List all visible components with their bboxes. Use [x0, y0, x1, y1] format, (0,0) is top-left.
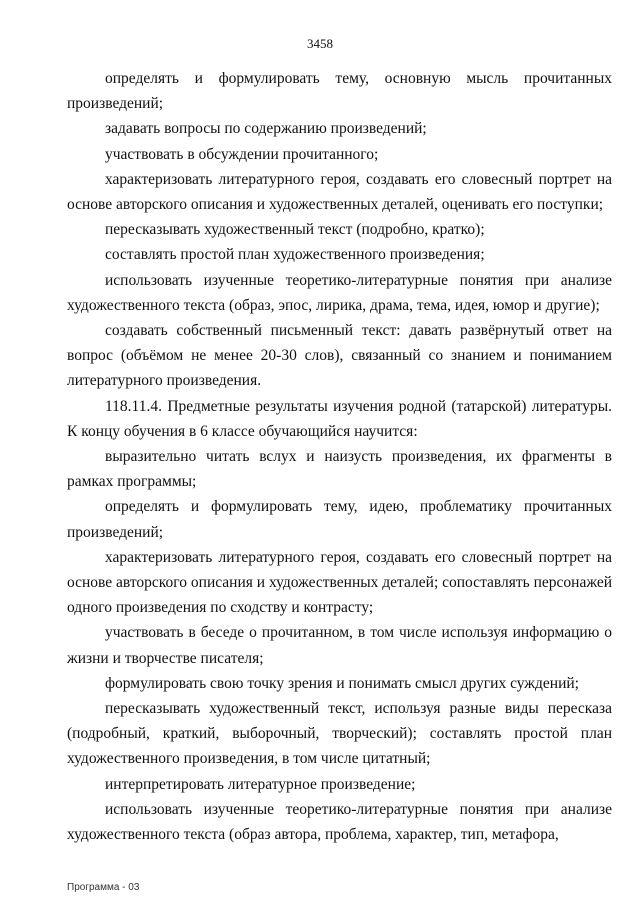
- page-footer: Программа - 03: [67, 882, 140, 893]
- paragraph: задавать вопросы по содержанию произведений;: [105, 120, 427, 138]
- paragraph: пересказывать художественный текст (подробно, кратко);: [105, 221, 485, 239]
- paragraph: участвовать в беседе о прочитанном, в том числе используя информацию о жизни и творчестве писателя;: [67, 624, 612, 667]
- paragraph: использовать изученные теоретико-литературные понятия при анализе художественного текста (образ автора, проблема, характер, тип, метафора,: [67, 800, 612, 844]
- paragraph: характеризовать литературного героя, создавать его словесный портрет на основе авторского описания и художественных деталей, оценивать его поступки;: [67, 170, 612, 214]
- document-body: [67, 66, 612, 847]
- paragraph: выразительно читать вслух и наизусть произведения, их фрагменты в рамках программы;: [67, 448, 612, 491]
- paragraph: участвовать в обсуждении прочитанного;: [105, 145, 379, 163]
- paragraph: определять и формулировать тему, основную мысль прочитанных произведений;: [67, 70, 612, 113]
- page-number: 3458: [307, 36, 333, 51]
- paragraph: составлять простой план художественного произведения;: [105, 246, 485, 264]
- paragraph: создавать собственный письменный текст: давать развёрнутый ответ на вопрос (объёмом не менее 20-30 слов), связанный со знанием и пониманием литературного произведения.: [67, 322, 612, 390]
- paragraph: пересказывать художественный текст, используя разные виды пересказа (подробный, краткий, выборочный, творческий); составлять простой план художественного произведения, в том числе цитатный;: [67, 700, 612, 768]
- section-heading-paragraph: 118.11.4. Предметные результаты изучения родной (татарской) литературы. К концу обучения в 6 классе обучающийся научится:: [67, 397, 612, 440]
- paragraph: определять и формулировать тему, идею, проблематику прочитанных произведений;: [67, 498, 612, 541]
- paragraph: характеризовать литературного героя, создавать его словесный портрет на основе авторского описания и художественных деталей; сопоставлять персонажей одного произведения по сходству и контрасту;: [67, 548, 613, 617]
- paragraph: интерпретировать литературное произведение;: [105, 775, 416, 793]
- paragraph: формулировать свою точку зрения и понимать смысл других суждений;: [105, 674, 579, 692]
- paragraph: использовать изученные теоретико-литературные понятия при анализе художественного текста (образ, эпос, лирика, драма, тема, идея, юмор и другие);: [67, 271, 612, 314]
